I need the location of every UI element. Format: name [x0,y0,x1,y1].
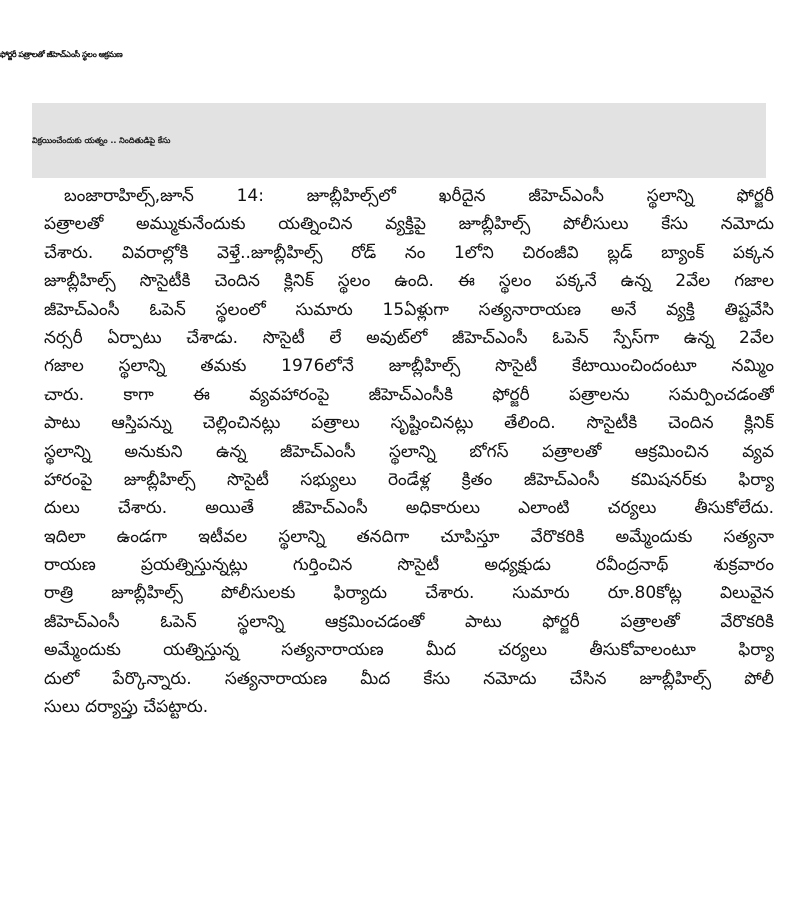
article-line: జూబ్లీహిల్స్ సొసైటీకి చెందిన క్లినిక్ స్థలం ఉంది. ఈ స్థలం పక్కనే ఉన్న 2వేల గజాల [44,271,774,292]
article-line: సులు దర్యాప్తు చేపట్టారు. [44,697,209,718]
headline: ఫోర్జరీ పత్రాలతో జీహెచ్ఎంసీ స్థలం ఆక్రమణ [0,50,123,59]
article-line: రాత్రి జూబ్లీహిల్స్ పోలీసులకు ఫిర్యాదు చేశారు. సుమారు రూ.80కోట్ల విలువైన [44,583,774,604]
article-line: రాయణ ప్రయత్నిస్తున్నట్లు గుర్తించిన సొసైటీ అధ్యక్షుడు రవీంద్రనాథ్ శుక్రవారం [44,555,774,576]
article-line: జీహెచ్ఎంసీ ఓపెన్ స్థలంలో సుమారు 15ఏళ్లుగా సత్యనారాయణ అనే వ్యక్తి తిష్టవేసి [44,299,774,320]
article-line: అమ్మేందుకు యత్నిస్తున్న సత్యనారాయణ మీద చర్యలు తీసుకోవాలంటూ ఫిర్యా [44,640,774,661]
subheadline: విక్రయించేందుకు యత్నం .. నిందితుడిపై కేసు [32,136,171,145]
article-line: స్థలాన్ని అనుకుని ఉన్న జీహెచ్ఎంసీ స్థలాన్ని బోగస్ పత్రాలతో ఆక్రమించిన వ్యవ [44,441,774,462]
article-line: జీహెచ్ఎంసీ ఓపెన్ స్థలాన్ని ఆక్రమించడంతో పాటు ఫోర్జరీ పత్రాలతో వేరొకరికి [44,611,774,632]
article-line: బంజారాహిల్స్,జూన్ 14: జూబ్లీహిల్స్‌లో ఖరీదైన జీహెచ్ఎంసీ స్థలాన్ని ఫోర్జరీ [64,186,774,206]
article-line: పత్రాలతో అమ్ముకునేందుకు యత్నించిన వ్యక్తిపై జూబ్లీహిల్స్ పోలీసులు కేసు నమోదు [44,214,774,235]
article-body [44,182,774,721]
article-line: గజాల స్థలాన్ని తమకు 1976లోనే జూబ్లీహిల్స్ సొసైటీ కేటాయించిందంటూ నమ్మిం [44,356,774,377]
article-line: ఇదిలా ఉండగా ఇటీవల స్థలాన్ని తనదిగా చూపిస్తూ వేరొకరికి అమ్మేందుకు సత్యనా [44,526,774,547]
article-line: చారు. కాగా ఈ వ్యవహారంపై జీహెచ్ఎంసీకి ఫోర్జరీ పత్రాలను సమర్పించడంతో [44,384,774,405]
article-line: పాటు ఆస్తిపన్ను చెల్లించినట్లు పత్రాలు సృష్టించినట్లు తేలింది. సొసైటీకి చెందిన క్లినిక్ [44,413,774,434]
subheadline-box [32,103,766,178]
article-line: దులు చేశారు. అయితే జీహెచ్ఎంసీ అధికారులు ఎలాంటి చర్యలు తీసుకోలేదు. [44,498,774,519]
article-line: దులో పేర్కొన్నారు. సత్యనారాయణ మీద కేసు నమోదు చేసిన జూబ్లీహిల్స్ పోలీ [44,668,774,689]
article-line: చేశారు. వివరాల్లోకి వెళ్తే..జూబ్లీహిల్స్ రోడ్ నం 1లోని చిరంజీవి బ్లడ్ బ్యాంక్ పక్కన [44,242,774,263]
page-top-edge [0,0,800,10]
article-line: నర్సరీ ఏర్పాటు చేశాడు. సొసైటీ లే అవుట్‌లో జీహెచ్ఎంసీ ఓపెన్ స్పేస్‌గా ఉన్న 2వేల [44,327,774,348]
article-line: హారంపై జూబ్లీహిల్స్ సొసైటీ సభ్యులు రెండేళ్ల క్రితం జీహెచ్ఎంసీ కమిషనర్‌కు ఫిర్యా [44,469,774,490]
